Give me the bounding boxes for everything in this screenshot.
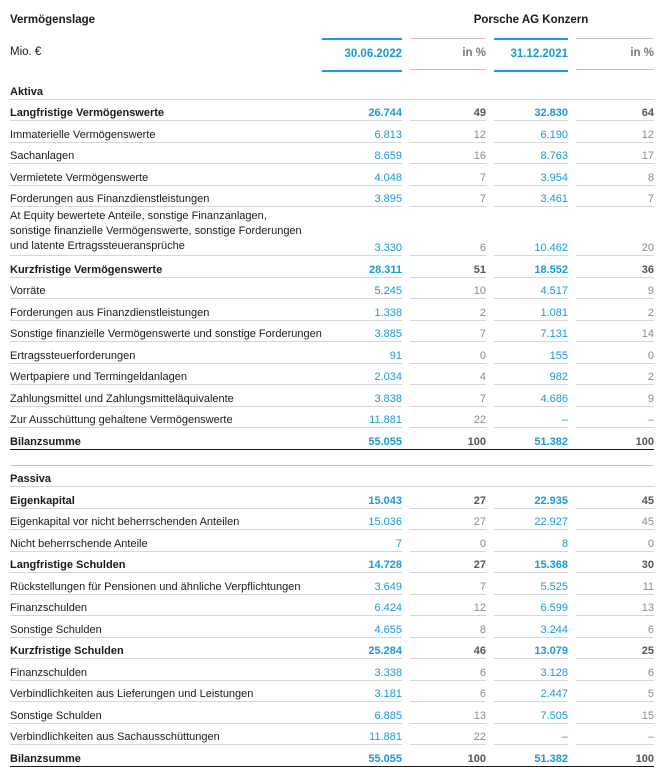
value-prior-cell: 6.190: [494, 121, 568, 143]
pct-current-cell: 46: [410, 637, 486, 659]
column-gap: [486, 385, 494, 407]
table-row: [10, 342, 654, 364]
value-current-cell: 3.838: [322, 385, 402, 407]
pct-prior-cell: 100: [576, 745, 654, 767]
aktiva-heading: Aktiva: [10, 78, 654, 99]
column-gap: [402, 277, 410, 299]
value-current-cell: 28.311: [322, 256, 402, 278]
balance-sheet-table: [10, 78, 654, 767]
column-gap: [568, 508, 576, 530]
column-gap: [486, 530, 494, 552]
column-gap: [402, 659, 410, 681]
table-row: [10, 428, 654, 450]
spacer-cell: [322, 449, 402, 465]
column-gap: [568, 487, 576, 509]
column-gap: [568, 121, 576, 143]
column-gap: [402, 164, 410, 186]
column-gap: [486, 616, 494, 638]
column-gap: [486, 320, 494, 342]
pct-current-cell: 49: [410, 99, 486, 121]
table-row: [10, 142, 654, 164]
row-label: Nicht beherrschende Anteile: [10, 530, 322, 552]
pct-current-cell: 7: [410, 573, 486, 595]
table-row: [10, 745, 654, 767]
column-gap: [568, 142, 576, 164]
value-prior-cell: –: [494, 723, 568, 745]
column-gap: [486, 142, 494, 164]
value-prior-cell: 7.505: [494, 702, 568, 724]
pct-current-cell: 7: [410, 385, 486, 407]
value-current-cell: 11.881: [322, 723, 402, 745]
unit-label: Mio. €: [10, 46, 42, 58]
column-gap: [486, 342, 494, 364]
row-label: Rückstellungen für Pensionen und ähnliche Verpflichtungen: [10, 573, 322, 595]
column-gap: [402, 530, 410, 552]
pct-prior-cell: 11: [576, 573, 654, 595]
column-gap: [402, 680, 410, 702]
pct-prior-cell: 15: [576, 702, 654, 724]
row-label: Zahlungsmittel und Zahlungsmitteläquivalente: [10, 385, 322, 407]
column-gap: [402, 121, 410, 143]
column-gap: [568, 745, 576, 767]
table-row: [10, 207, 654, 256]
column-gap: [568, 320, 576, 342]
table-row: [10, 659, 654, 681]
table-row: [10, 551, 654, 573]
value-prior-cell: 51.382: [494, 745, 568, 767]
value-prior-cell: 5.525: [494, 573, 568, 595]
pct-current-cell: 27: [410, 487, 486, 509]
row-label: Vermietete Vermögenswerte: [10, 164, 322, 186]
pct-prior-cell: 9: [576, 277, 654, 299]
pct-prior-cell: 0: [576, 342, 654, 364]
row-label: [10, 207, 322, 256]
column-gap: [486, 207, 494, 256]
pct-current-cell: 8: [410, 616, 486, 638]
column-gap: [402, 702, 410, 724]
column-gap: [486, 551, 494, 573]
value-prior-cell: 15.368: [494, 551, 568, 573]
pct-current-cell: 0: [410, 342, 486, 364]
table-title-row: [0, 10, 668, 30]
column-gap: [486, 99, 494, 121]
row-label-line: und latente Ertragssteueransprüche: [10, 240, 185, 252]
table-row: [10, 616, 654, 638]
row-label-line: At Equity bewertete Anteile, sonstige Finanzanlagen,: [10, 210, 267, 222]
column-gap: [402, 428, 410, 450]
table-row: [10, 637, 654, 659]
passiva-heading-row: [10, 465, 654, 487]
column-gap: [486, 164, 494, 186]
column-header-row: [0, 38, 668, 70]
row-label: Finanzschulden: [10, 659, 322, 681]
table-row: [10, 299, 654, 321]
column-gap: [402, 487, 410, 509]
pct-prior-cell: 14: [576, 320, 654, 342]
column-gap: [486, 363, 494, 385]
pct-prior-cell: 7: [576, 185, 654, 207]
row-label-line: sonstige finanzielle Vermögenswerte, sonstige Forderungen: [10, 225, 302, 237]
pct-prior-cell: –: [576, 406, 654, 428]
column-gap: [568, 277, 576, 299]
column-gap: [402, 723, 410, 745]
value-prior-cell: 8: [494, 530, 568, 552]
table-row: [10, 680, 654, 702]
column-gap: [486, 573, 494, 595]
value-current-cell: 91: [322, 342, 402, 364]
pct-current-cell: 4: [410, 363, 486, 385]
column-gap: [486, 185, 494, 207]
row-label: Immaterielle Vermögenswerte: [10, 121, 322, 143]
table-row: [10, 508, 654, 530]
column-gap: [402, 99, 410, 121]
value-current-cell: 6.885: [322, 702, 402, 724]
pct-current-cell: 10: [410, 277, 486, 299]
column-gap: [486, 659, 494, 681]
column-gap: [568, 385, 576, 407]
value-prior-cell: 1.081: [494, 299, 568, 321]
pct-prior-cell: 6: [576, 659, 654, 681]
pct-prior-cell: 36: [576, 256, 654, 278]
value-prior-cell: 3.128: [494, 659, 568, 681]
row-label: Eigenkapital vor nicht beherrschenden Anteilen: [10, 508, 322, 530]
column-gap: [402, 207, 410, 256]
table-row: [10, 185, 654, 207]
value-current-cell: 3.649: [322, 573, 402, 595]
row-label: Finanzschulden: [10, 594, 322, 616]
value-current-cell: 6.813: [322, 121, 402, 143]
column-gap: [568, 637, 576, 659]
column-gap: [402, 256, 410, 278]
pct-prior-cell: 9: [576, 385, 654, 407]
value-prior-cell: 2.447: [494, 680, 568, 702]
column-gap: [568, 659, 576, 681]
value-current-cell: 4.048: [322, 164, 402, 186]
pct-current-cell: 27: [410, 551, 486, 573]
column-gap: [402, 185, 410, 207]
value-prior-cell: 3.954: [494, 164, 568, 186]
column-gap: [402, 594, 410, 616]
value-current-cell: 15.043: [322, 487, 402, 509]
value-current-cell: 3.181: [322, 680, 402, 702]
row-label: Eigenkapital: [10, 487, 322, 509]
value-current-cell: 15.036: [322, 508, 402, 530]
value-prior-cell: 51.382: [494, 428, 568, 450]
column-gap: [568, 406, 576, 428]
value-prior-cell: 4.686: [494, 385, 568, 407]
column-gap: [486, 277, 494, 299]
value-prior-cell: 22.935: [494, 487, 568, 509]
column-gap: [486, 723, 494, 745]
value-current-cell: 4.655: [322, 616, 402, 638]
spacer-cell: [494, 449, 568, 465]
value-prior-cell: 4.517: [494, 277, 568, 299]
table-row: [10, 487, 654, 509]
pct-prior-cell: 25: [576, 637, 654, 659]
pct-current-cell: 100: [410, 745, 486, 767]
pct-prior-cell: 8: [576, 164, 654, 186]
column-gap: [486, 299, 494, 321]
row-label: Bilanzsumme: [10, 745, 322, 767]
row-label: Bilanzsumme: [10, 428, 322, 450]
pct-current-cell: 16: [410, 142, 486, 164]
passiva-heading: Passiva: [10, 465, 654, 487]
pct-prior-cell: 6: [576, 616, 654, 638]
column-gap: [486, 637, 494, 659]
column-gap: [568, 702, 576, 724]
column-gap: [568, 363, 576, 385]
row-label: Langfristige Vermögenswerte: [10, 99, 322, 121]
table-row: [10, 573, 654, 595]
column-header-pct1: in %: [410, 38, 486, 70]
pct-current-cell: 2: [410, 299, 486, 321]
value-current-cell: 3.885: [322, 320, 402, 342]
value-current-cell: 3.330: [322, 207, 402, 256]
row-label: Kurzfristige Vermögenswerte: [10, 256, 322, 278]
value-prior-cell: 8.763: [494, 142, 568, 164]
column-gap: [486, 702, 494, 724]
column-gap: [402, 637, 410, 659]
row-label: Ertragssteuerforderungen: [10, 342, 322, 364]
pct-prior-cell: 17: [576, 142, 654, 164]
pct-current-cell: 6: [410, 207, 486, 256]
pct-current-cell: 27: [410, 508, 486, 530]
column-gap: [402, 142, 410, 164]
pct-prior-cell: 20: [576, 207, 654, 256]
value-current-cell: 7: [322, 530, 402, 552]
column-gap: [402, 616, 410, 638]
value-current-cell: 8.659: [322, 142, 402, 164]
value-current-cell: 1.338: [322, 299, 402, 321]
aktiva-heading-row: [10, 78, 654, 99]
pct-current-cell: 7: [410, 320, 486, 342]
table-row: [10, 385, 654, 407]
column-gap: [568, 616, 576, 638]
table-row: [10, 320, 654, 342]
pct-prior-cell: 64: [576, 99, 654, 121]
column-gap: [486, 508, 494, 530]
value-current-cell: 5.245: [322, 277, 402, 299]
value-prior-cell: 22.927: [494, 508, 568, 530]
column-header-pct2: in %: [576, 38, 654, 70]
pct-prior-cell: 30: [576, 551, 654, 573]
value-current-cell: 26.744: [322, 99, 402, 121]
row-label: Sonstige finanzielle Vermögenswerte und sonstige Forderungen: [10, 320, 322, 342]
column-gap: [402, 342, 410, 364]
table-row: [10, 99, 654, 121]
column-gap: [486, 428, 494, 450]
value-prior-cell: 7.131: [494, 320, 568, 342]
spacer-cell: [10, 449, 322, 465]
pct-prior-cell: 2: [576, 299, 654, 321]
pct-current-cell: 100: [410, 428, 486, 450]
value-prior-cell: 13.079: [494, 637, 568, 659]
column-gap: [568, 551, 576, 573]
column-gap: [568, 573, 576, 595]
pct-current-cell: 7: [410, 185, 486, 207]
table-row: [10, 256, 654, 278]
spacer-cell: [486, 449, 494, 465]
pct-prior-cell: 12: [576, 121, 654, 143]
pct-prior-cell: 2: [576, 363, 654, 385]
row-label: Verbindlichkeiten aus Sachausschüttungen: [10, 723, 322, 745]
pct-prior-cell: 0: [576, 530, 654, 552]
column-gap: [568, 299, 576, 321]
section-spacer-row: [10, 449, 654, 465]
column-gap: [568, 207, 576, 256]
column-gap: [486, 256, 494, 278]
column-gap: [486, 680, 494, 702]
table-row: [10, 723, 654, 745]
pct-current-cell: 7: [410, 164, 486, 186]
pct-prior-cell: 13: [576, 594, 654, 616]
row-label: Sachanlagen: [10, 142, 322, 164]
pct-prior-cell: 45: [576, 508, 654, 530]
row-label: Kurzfristige Schulden: [10, 637, 322, 659]
column-gap: [568, 530, 576, 552]
row-label: Verbindlichkeiten aus Lieferungen und Leistungen: [10, 680, 322, 702]
row-label: Wertpapiere und Termingeldanlagen: [10, 363, 322, 385]
column-header-date2: 31.12.2021: [494, 38, 568, 72]
table-row: [10, 164, 654, 186]
value-prior-cell: 18.552: [494, 256, 568, 278]
column-gap: [402, 320, 410, 342]
value-prior-cell: 32.830: [494, 99, 568, 121]
value-prior-cell: 3.461: [494, 185, 568, 207]
value-current-cell: 11.881: [322, 406, 402, 428]
value-current-cell: 3.895: [322, 185, 402, 207]
column-gap: [402, 745, 410, 767]
balance-sheet-body: [10, 78, 654, 766]
group-label: Porsche AG Konzern: [473, 14, 589, 26]
spacer-cell: [402, 449, 410, 465]
column-gap: [402, 551, 410, 573]
column-header-date1: 30.06.2022: [322, 38, 402, 72]
value-current-cell: 25.284: [322, 637, 402, 659]
row-label: Forderungen aus Finanzdienstleistungen: [10, 299, 322, 321]
column-gap: [402, 299, 410, 321]
column-gap: [486, 487, 494, 509]
table-row: [10, 702, 654, 724]
pct-current-cell: 6: [410, 659, 486, 681]
column-gap: [568, 680, 576, 702]
row-label: Sonstige Schulden: [10, 702, 322, 724]
row-label: Forderungen aus Finanzdienstleistungen: [10, 185, 322, 207]
pct-prior-cell: 100: [576, 428, 654, 450]
pct-current-cell: 51: [410, 256, 486, 278]
value-prior-cell: 3.244: [494, 616, 568, 638]
column-gap: [568, 594, 576, 616]
table-row: [10, 594, 654, 616]
pct-current-cell: 22: [410, 723, 486, 745]
column-gap: [568, 256, 576, 278]
pct-current-cell: 6: [410, 680, 486, 702]
pct-current-cell: 0: [410, 530, 486, 552]
column-gap: [402, 508, 410, 530]
column-gap: [486, 121, 494, 143]
column-gap: [568, 185, 576, 207]
row-label: Zur Ausschüttung gehaltene Vermögenswerte: [10, 406, 322, 428]
column-gap: [402, 573, 410, 595]
row-label: Vorräte: [10, 277, 322, 299]
value-prior-cell: –: [494, 406, 568, 428]
column-gap: [486, 745, 494, 767]
value-current-cell: 6.424: [322, 594, 402, 616]
value-current-cell: 55.055: [322, 745, 402, 767]
pct-current-cell: 22: [410, 406, 486, 428]
table-row: [10, 121, 654, 143]
table-row: [10, 363, 654, 385]
value-prior-cell: 982: [494, 363, 568, 385]
column-gap: [568, 164, 576, 186]
row-label: Langfristige Schulden: [10, 551, 322, 573]
column-gap: [568, 342, 576, 364]
table-row: [10, 530, 654, 552]
pct-prior-cell: 45: [576, 487, 654, 509]
table-row: [10, 406, 654, 428]
row-label: Sonstige Schulden: [10, 616, 322, 638]
column-gap: [486, 594, 494, 616]
value-current-cell: 2.034: [322, 363, 402, 385]
pct-current-cell: 13: [410, 702, 486, 724]
value-current-cell: 14.728: [322, 551, 402, 573]
value-current-cell: 55.055: [322, 428, 402, 450]
table-row: [10, 277, 654, 299]
column-gap: [402, 363, 410, 385]
spacer-cell: [410, 449, 486, 465]
pct-current-cell: 12: [410, 594, 486, 616]
pct-current-cell: 12: [410, 121, 486, 143]
spacer-cell: [576, 449, 654, 465]
column-gap: [568, 428, 576, 450]
column-gap: [568, 99, 576, 121]
column-gap: [486, 406, 494, 428]
pct-prior-cell: –: [576, 723, 654, 745]
value-prior-cell: 6.599: [494, 594, 568, 616]
column-gap: [402, 406, 410, 428]
column-gap: [568, 723, 576, 745]
value-prior-cell: 155: [494, 342, 568, 364]
column-gap: [402, 385, 410, 407]
table-title: Vermögenslage: [10, 14, 96, 26]
value-current-cell: 3.338: [322, 659, 402, 681]
value-prior-cell: 10.462: [494, 207, 568, 256]
pct-prior-cell: 5: [576, 680, 654, 702]
spacer-cell: [568, 449, 576, 465]
